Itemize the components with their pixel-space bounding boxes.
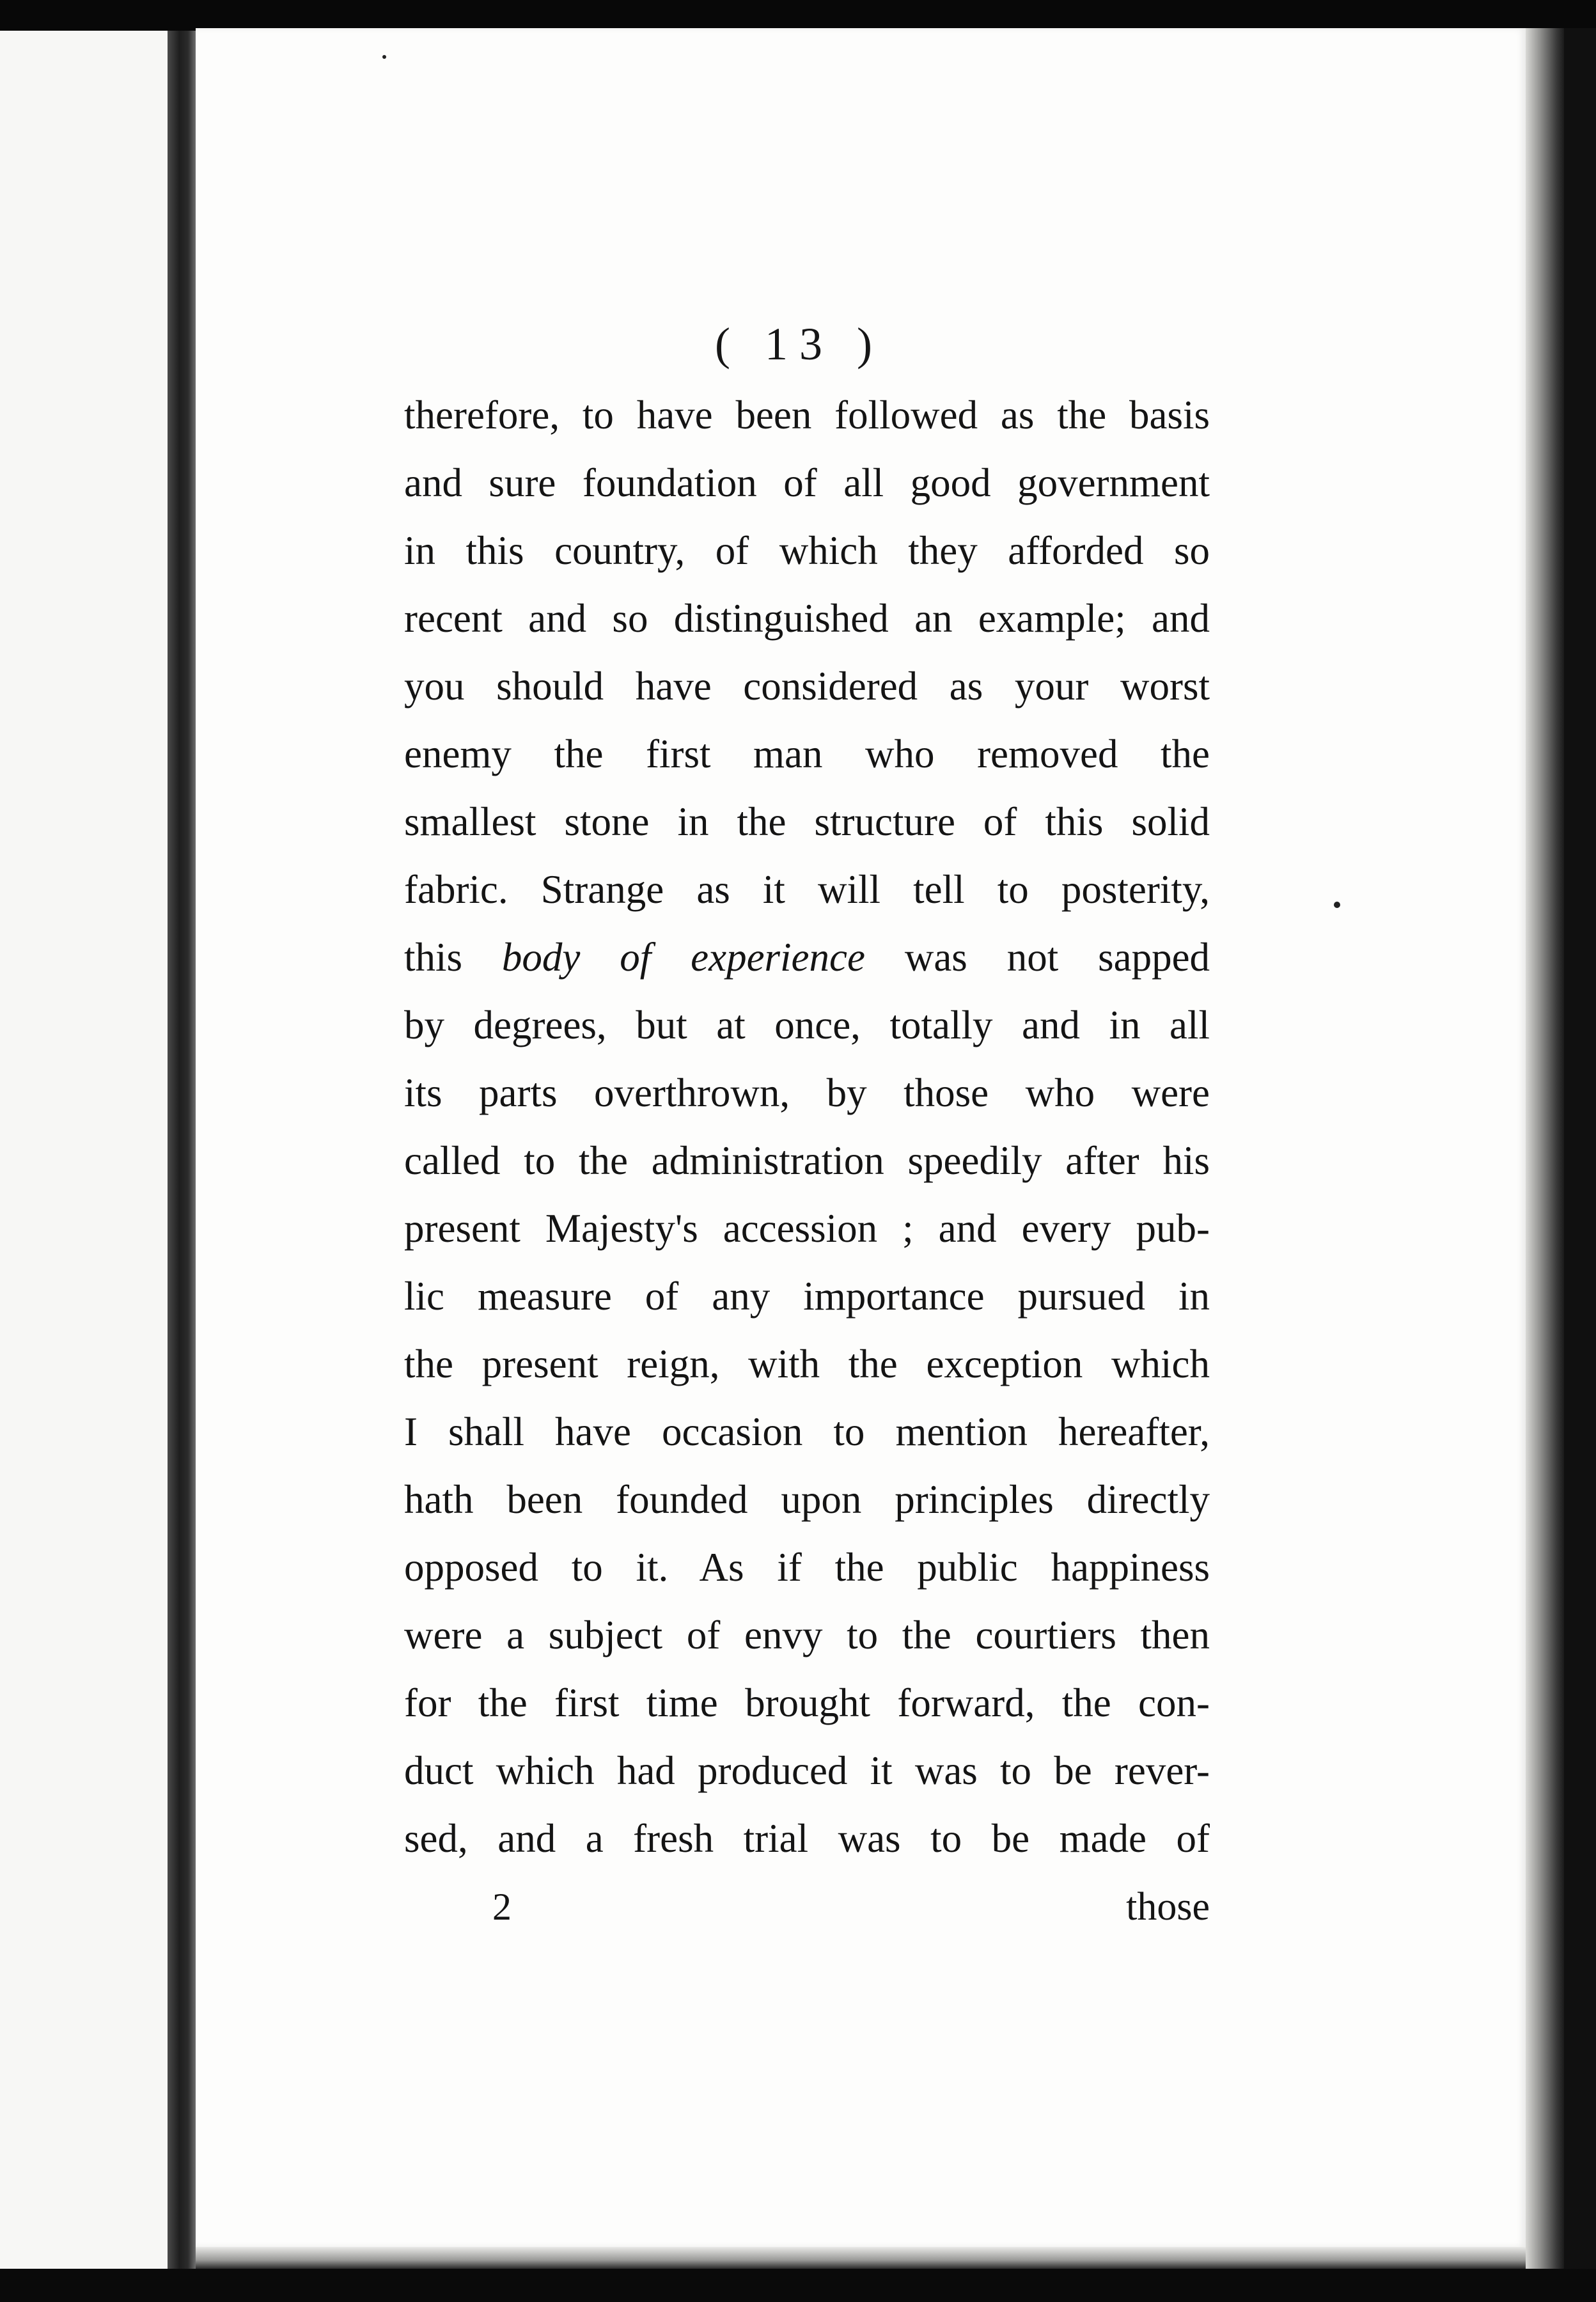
- scan-frame-right: [1564, 28, 1596, 2269]
- text-line: its parts overthrown, by those who were: [404, 1070, 1210, 1115]
- body-text: [404, 381, 1210, 1872]
- text-line: sed, and a fresh trial was to be made of: [404, 1816, 1210, 1861]
- text-line: smallest stone in the structure of this solid: [404, 799, 1210, 844]
- text-line: called to the administration speedily after his: [404, 1138, 1210, 1183]
- italic-phrase: body of experience: [501, 935, 865, 980]
- text-line: therefore, to have been followed as the basis: [404, 393, 1210, 437]
- page-fore-edge: [1526, 28, 1564, 2269]
- text-line: hath been founded upon principles directly: [404, 1477, 1210, 1522]
- catchword: those: [1126, 1885, 1210, 1929]
- facing-page-edge: [0, 31, 168, 2269]
- scan-frame-bottom: [0, 2269, 1596, 2302]
- page-bottom-edge: [196, 2247, 1526, 2269]
- text-line: and sure foundation of all good government: [404, 460, 1210, 505]
- ink-speck: [1334, 902, 1340, 908]
- text-line-with-italic: [404, 923, 1210, 991]
- signature-mark: 2: [492, 1886, 512, 1928]
- text-segment: was not sapped: [904, 935, 1210, 980]
- text-line: for the first time brought forward, the con-: [404, 1680, 1210, 1725]
- text-segment: this: [404, 935, 463, 980]
- text-line: fabric. Strange as it will tell to posterity,: [404, 867, 1210, 912]
- text-line: the present reign, with the exception which: [404, 1342, 1210, 1386]
- text-line: opposed to it. As if the public happiness: [404, 1545, 1210, 1590]
- text-line: duct which had produced it was to be rever-: [404, 1748, 1210, 1793]
- text-line: in this country, of which they afforded so: [404, 528, 1210, 573]
- text-line: present Majesty's accession ; and every pub-: [404, 1206, 1210, 1251]
- ink-speck: [382, 55, 386, 59]
- text-line: by degrees, but at once, totally and in all: [404, 1003, 1210, 1047]
- text-line: were a subject of envy to the courtiers then: [404, 1613, 1210, 1657]
- binding-gutter: [168, 31, 197, 2269]
- text-line: enemy the first man who removed the: [404, 732, 1210, 776]
- scan-frame-top: [0, 0, 1596, 31]
- text-line: lic measure of any importance pursued in: [404, 1274, 1210, 1319]
- text-line: I shall have occasion to mention hereafter,: [404, 1409, 1210, 1454]
- text-line: recent and so distinguished an example; and: [404, 596, 1210, 641]
- text-line: you should have considered as your worst: [404, 664, 1210, 709]
- page-number: ( 13 ): [715, 318, 884, 370]
